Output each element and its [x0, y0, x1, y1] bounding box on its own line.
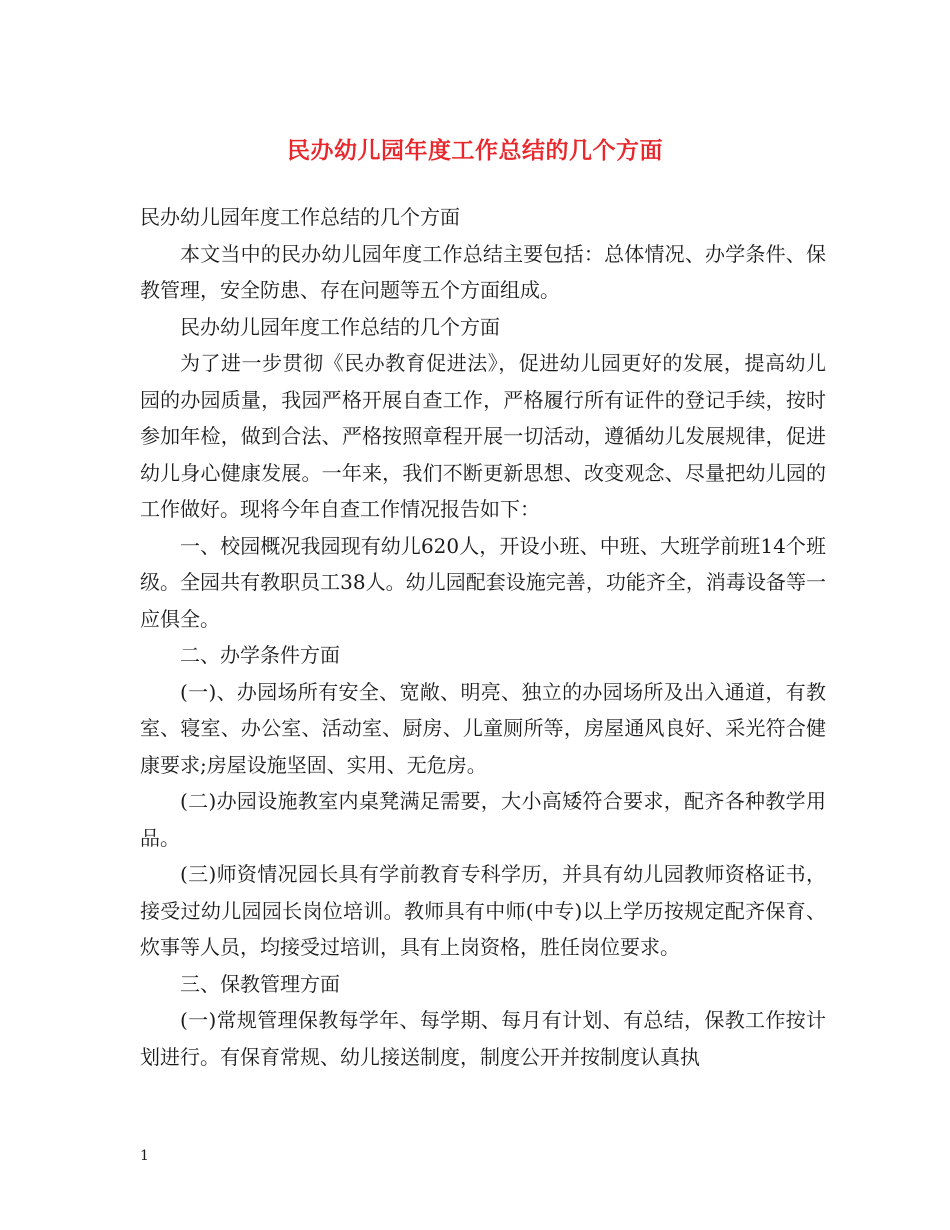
- document-body: [140, 199, 826, 1075]
- paragraph: (一)常规管理保教每学年、每学期、每月有计划、有总结，保教工作按计划进行。有保育常规、幼儿接送制度，制度公开并按制度认真执: [140, 1008, 826, 1069]
- paragraph: (二)办园设施教室内桌凳满足需要，大小高矮符合要求，配齐各种教学用品。: [140, 789, 826, 850]
- paragraph: 三、保教管理方面: [180, 971, 340, 996]
- paragraph: 本文当中的民办幼儿园年度工作总结主要包括：总体情况、办学条件、保教管理，安全防患、存在问题等五个方面组成。: [140, 241, 826, 302]
- paragraph: (一)、办园场所有安全、宽敞、明亮、独立的办园场所及出入通道，有教室、寝室、办公室、活动室、厨房、儿童厕所等，房屋通风良好、采光符合健康要求;房屋设施坚固、实用、无危房。: [140, 679, 826, 777]
- paragraph: (三)师资情况园长具有学前教育专科学历，并具有幼儿园教师资格证书，接受过幼儿园园长岗位培训。教师具有中师(中专)以上学历按规定配齐保育、炊事等人员，均接受过培训，具有上岗资格，胜任岗位要求。: [140, 862, 826, 959]
- paragraph: 为了进一步贯彻《民办教育促进法》，促进幼儿园更好的发展，提高幼儿园的办园质量，我园严格开展自查工作，严格履行所有证件的登记手续，按时参加年检，做到合法、严格按照章程开展一切活动，遵循幼儿发展规律，促进幼儿身心健康发展。一年来，我们不断更新思想、改变观念、尽量把幼儿园的工作做好。现将今年自查工作情况报告如下：: [140, 351, 826, 521]
- paragraph: 一、校园概况我园现有幼儿620人，开设小班、中班、大班学前班14个班级。全园共有教职员工38人。幼儿园配套设施完善，功能齐全，消毒设备等一应俱全。: [140, 533, 826, 631]
- document-title: 民办幼儿园年度工作总结的几个方面: [287, 137, 663, 164]
- paragraph: 民办幼儿园年度工作总结的几个方面: [180, 314, 500, 339]
- page-number: 1: [140, 1148, 149, 1164]
- paragraph: 二、办学条件方面: [180, 643, 340, 667]
- paragraph: 民办幼儿园年度工作总结的几个方面: [140, 205, 460, 229]
